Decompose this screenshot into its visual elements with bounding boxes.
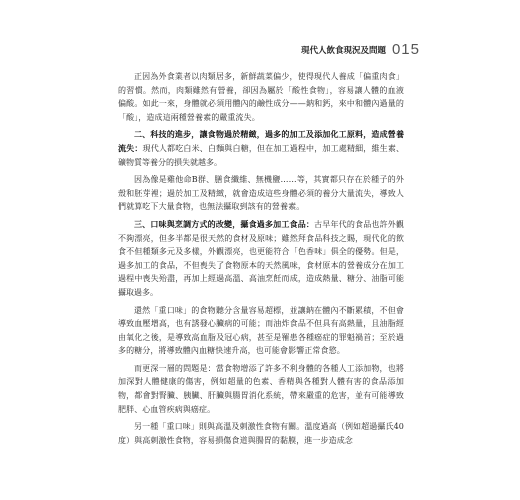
page-number: 015 bbox=[391, 41, 420, 58]
section-technology-refined-food bbox=[118, 128, 404, 169]
paragraph-meat-diet: 正因為外食業者以肉類居多，新鮮蔬菜偏少，使得現代人養成「偏重肉食」的習慣。然而，肉類雖然有營養，卻因為屬於「酸性食物」，容易讓人體的血液偏酸。如此一來，身體就必須用體內的鹼性成分——鈉和鈣，來中和體內過量的「酸」，造成這兩種營養素的嚴重流失。 bbox=[118, 72, 404, 122]
section-processed-food bbox=[118, 218, 404, 300]
paragraph-additives: 而更深一層的問題是：當食物增添了許多不利身體的各種人工添加物，也將加深對人體健康的傷害，例如超量的色素、香精與各種對人體有害的食品添加物，都會對腎臟、胰臟、肝臟與腸胃消化系統，帶來嚴重的危害，並有可能導致肥胖、心血管疾病與癌症。 bbox=[118, 363, 404, 414]
page-body bbox=[118, 70, 404, 451]
page-header bbox=[301, 42, 420, 57]
section-heading-technology: 二、科技的進步，讓食物過於精緻，過多的加工及添加化工原料，造成營養流失： bbox=[118, 130, 404, 153]
section-body-processed-food: 古早年代的食品也許外觀不夠漂亮，但多半都是很天然的食材及原味；雖然拜食品科技之賜，現代化的飲食不但種類多元及多樣，外觀漂亮，也更能符合「色香味」俱全的優勢。但是，過多加工的食品，不但喪失了食物原本的天然風味，食材原本的營養成分在加工過程中喪失殆盡，再加上經過高溫、高油烹飪而成，造成熱量、糖分、油脂可能攝取過多。 bbox=[118, 219, 404, 297]
running-header-title: 現代人飲食現況及問題 bbox=[300, 45, 386, 56]
paragraph-nutrient-loss: 因為像是雞他命B群、膳食纖維、無機鹽……等，其實都只存在於種子的外殼和胚芽裡；過於加工及精緻，就會造成這些身體必須的養分大量流失，導致人們就算吃下大量食物，也無法攝取到該有的營養素。 bbox=[118, 175, 404, 212]
section-heading-processed-food: 三、口味與烹調方式的改變，攝食過多加工食品： bbox=[134, 219, 315, 229]
paragraph-hot-spicy: 另一種「重口味」則與高溫及刺激性食物有關。溫度過高（例如超過攝氏40度）與高刺激性食物，容易損傷食道與腸胃的黏膜，進一步造成念 bbox=[118, 422, 404, 445]
section-body-technology: 現代人都吃白米、白麵與白糖，但在加工過程中，加工處精細，維生素、礦物質等養分的損失就越多。 bbox=[118, 143, 404, 167]
paragraph-heavy-taste: 還然「重口味」的食物聽分含量容易超標，並讓鈉在體內不斷累積，不但會導致血壓增高，也有誘發心臟病的可能；而油炸食品不但具有高熱量，且油脂經由氧化之後，是導致高血脂及冠心病，甚至是罹患各種癌症的罪魁禍首；至於過多的糖分，將導致體內血糖快速升高，也可能會影響正常食慾。 bbox=[118, 305, 404, 356]
